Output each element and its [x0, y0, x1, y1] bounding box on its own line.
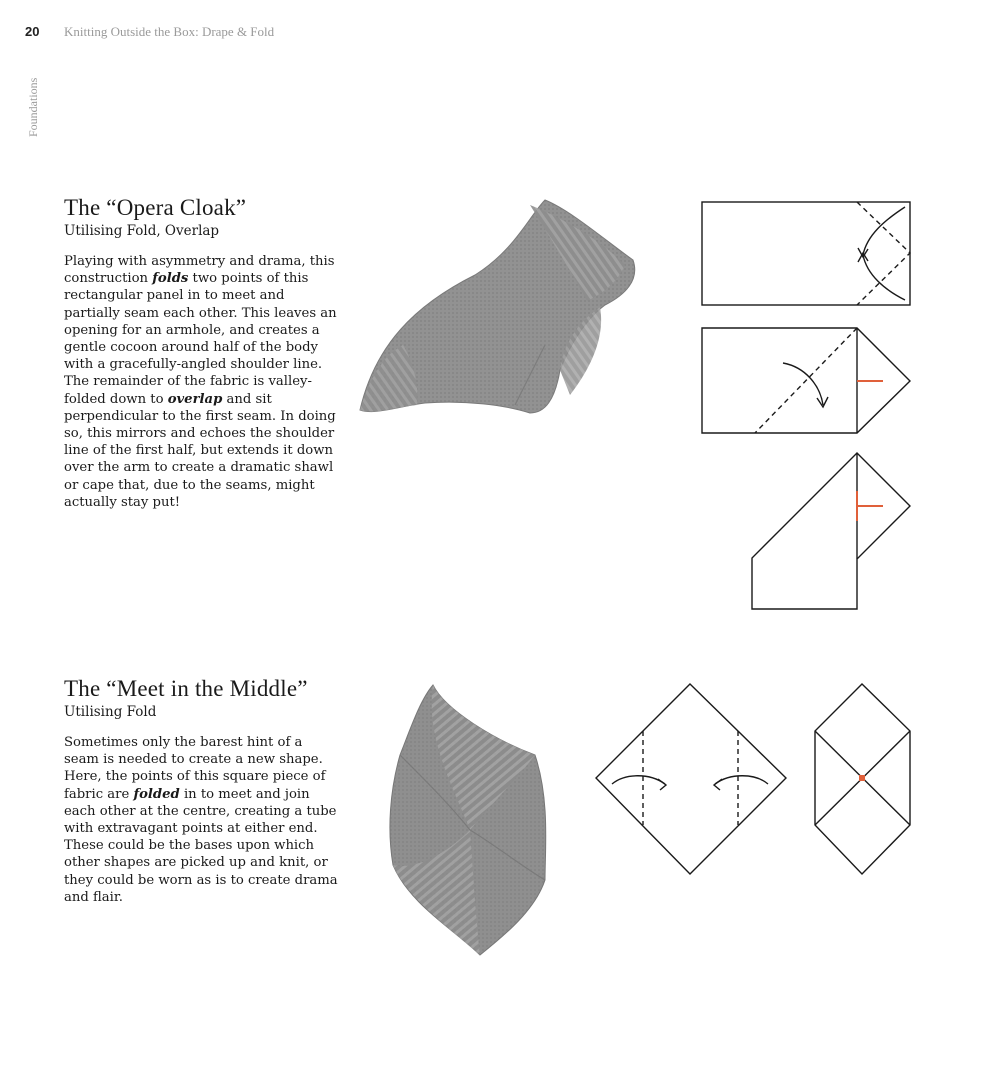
fold-step-3-panel: [752, 453, 910, 609]
running-head: Knitting Outside the Box: Drape & Fold: [64, 24, 275, 39]
meet-in-the-middle-diagrams: [590, 678, 920, 883]
curved-arrow-icon: [863, 207, 905, 255]
section-meet-in-the-middle: [64, 676, 339, 906]
curved-arrow-icon: [715, 776, 768, 784]
section-subtitle: Utilising Fold: [64, 704, 157, 720]
fold-step-1-panel: [702, 202, 910, 305]
seam-point: [859, 775, 865, 781]
emphasis-folded: folded: [133, 786, 180, 802]
section-title: The “Opera Cloak”: [64, 195, 247, 220]
opera-cloak-diagrams: [695, 195, 920, 615]
curved-arrow-icon: [612, 776, 665, 784]
section-body: Playing with asymmetry and drama, this construction folds two points of this rectangular panel in to meet and partially seam each other. This leaves an opening for an armhole, and creates a gentle cocoon around half of the body with a gracefully-angled shoulder line. The remainder of the fabric is valley-folded down to overlap and sit perpendicular to the first seam. In doing so, this mirrors and echoes the shoulder line of the first half, but extends it down over the arm to create a dramatic shawl or cape that, due to the seams, might actually stay put!: [64, 254, 337, 510]
opera-cloak-photo: [355, 195, 640, 420]
side-tab: [12, 64, 52, 144]
meet-in-the-middle-photo: [385, 680, 555, 960]
side-tab-label: Foundations: [26, 77, 40, 137]
emphasis-overlap: overlap: [167, 391, 223, 407]
fold-step-1-square: [596, 684, 786, 874]
emphasis-folds: folds: [152, 271, 189, 287]
page-number: 20: [25, 24, 40, 39]
section-body: Sometimes only the barest hint of a seam is needed to create a new shape. Here, the points of this square piece of fabric are folded in to meet and join each other at the centre, creating a tube with extravagant points at either end. These could be the bases upon which other shapes are picked up and knit, or they could be worn as is to create drama and flair.: [64, 735, 338, 905]
section-opera-cloak: [64, 195, 339, 511]
section-title: The “Meet in the Middle”: [64, 676, 308, 701]
section-subtitle: Utilising Fold, Overlap: [64, 223, 220, 239]
dashed-diagonal-fold: [755, 328, 857, 433]
